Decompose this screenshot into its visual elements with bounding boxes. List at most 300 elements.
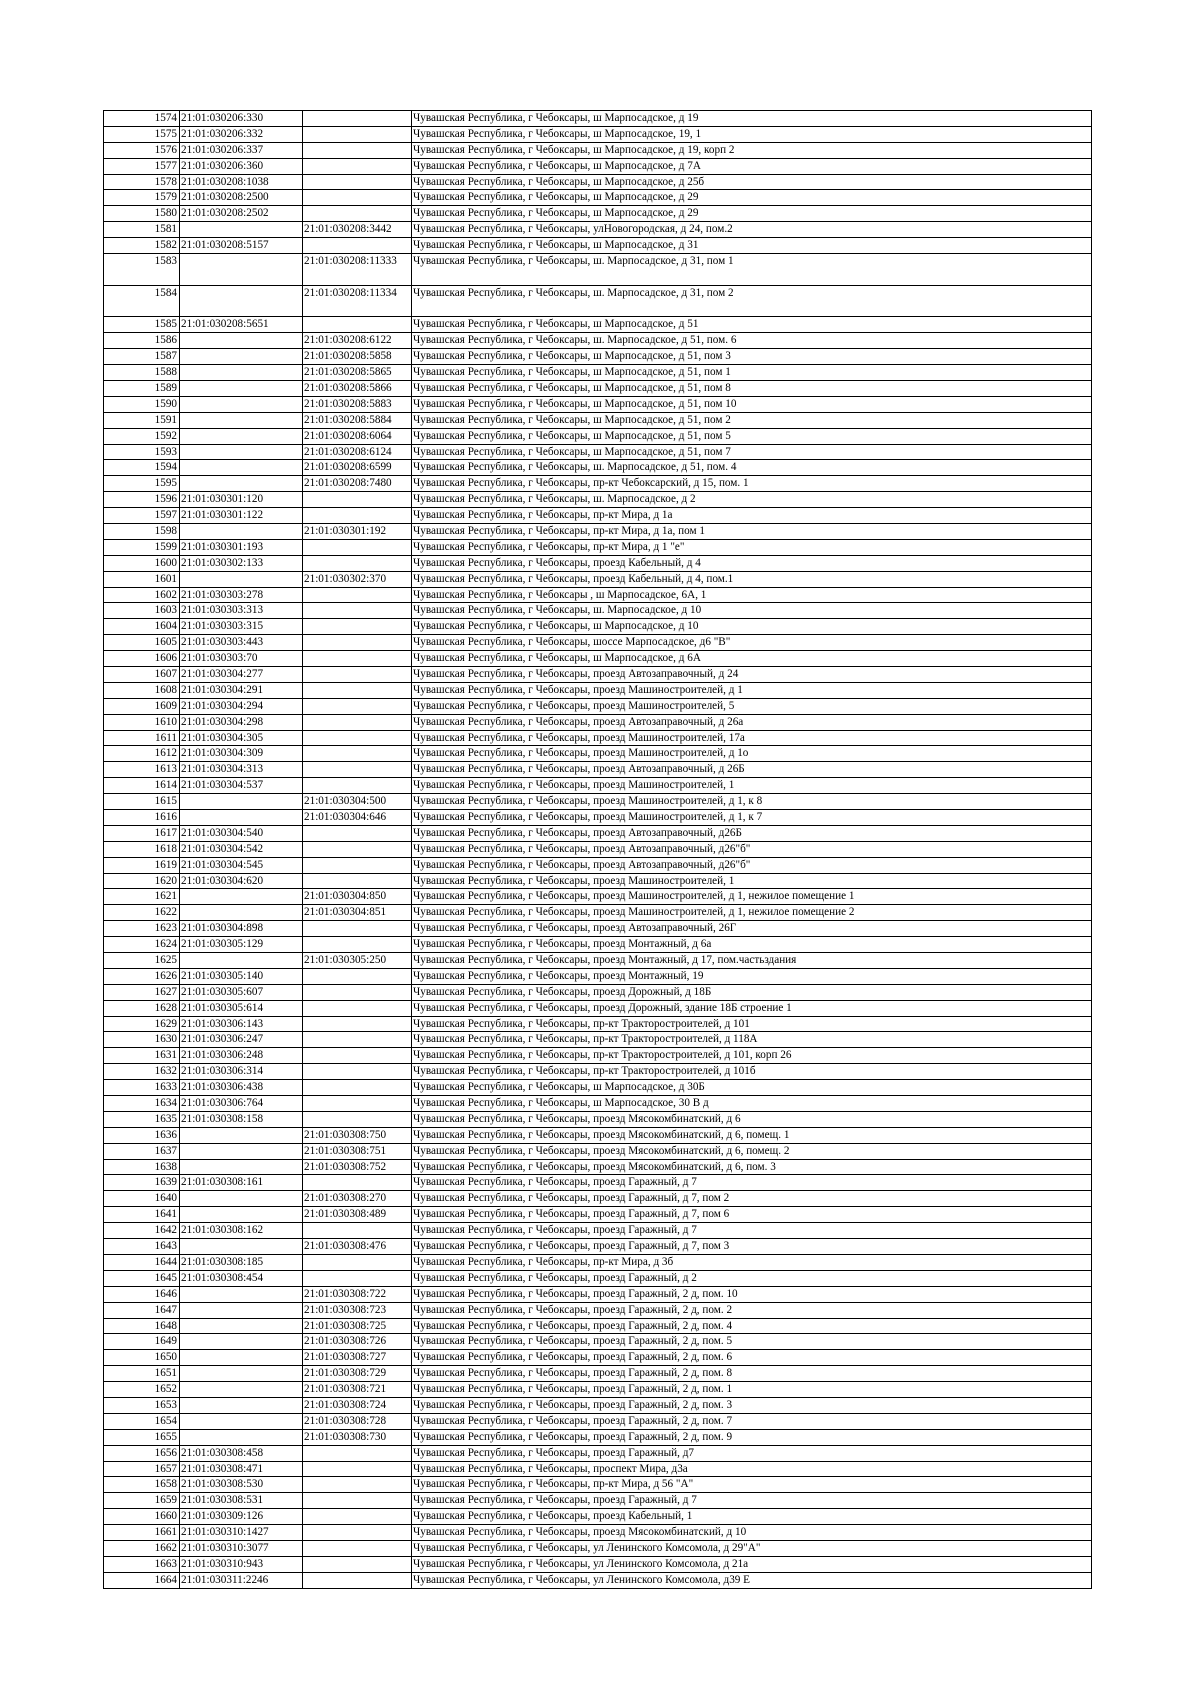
cadastral-number-cell <box>180 1318 303 1334</box>
cadastral-number-cell <box>180 905 303 921</box>
address-cell: Чувашская Республика, г Чебоксары, ш Марпосадское, д 51, пом 2 <box>412 412 1092 428</box>
row-number-cell: 1650 <box>104 1350 180 1366</box>
row-number-cell: 1647 <box>104 1302 180 1318</box>
room-cadastral-number-cell <box>303 1556 412 1572</box>
table-row <box>104 841 1092 857</box>
row-number-cell: 1643 <box>104 1239 180 1255</box>
row-number-cell: 1626 <box>104 968 180 984</box>
room-cadastral-number-cell: 21:01:030308:724 <box>303 1397 412 1413</box>
cadastral-number-cell: 21:01:030304:277 <box>180 666 303 682</box>
table-row <box>104 460 1092 476</box>
table-row <box>104 492 1092 508</box>
cadastral-number-cell <box>180 285 303 317</box>
address-cell: Чувашская Республика, г Чебоксары, ш Марпосадское, д 6А <box>412 651 1092 667</box>
row-number-cell: 1634 <box>104 1096 180 1112</box>
room-cadastral-number-cell <box>303 762 412 778</box>
table-row <box>104 794 1092 810</box>
table-row <box>104 1080 1092 1096</box>
row-number-cell: 1637 <box>104 1143 180 1159</box>
address-cell: Чувашская Республика, г Чебоксары, проезд Гаражный, д 7 <box>412 1223 1092 1239</box>
room-cadastral-number-cell: 21:01:030308:750 <box>303 1127 412 1143</box>
cadastral-number-cell <box>180 1143 303 1159</box>
room-cadastral-number-cell: 21:01:030308:730 <box>303 1429 412 1445</box>
address-cell: Чувашская Республика, г Чебоксары, ш Марпосадское, д 51, пом 1 <box>412 365 1092 381</box>
room-cadastral-number-cell <box>303 174 412 190</box>
row-number-cell: 1648 <box>104 1318 180 1334</box>
room-cadastral-number-cell <box>303 841 412 857</box>
table-row <box>104 1366 1092 1382</box>
cadastral-number-cell <box>180 523 303 539</box>
address-cell: Чувашская Республика, г Чебоксары, пр-кт Мира, д 56 "А" <box>412 1477 1092 1493</box>
cadastral-number-cell: 21:01:030308:531 <box>180 1493 303 1509</box>
cadastral-number-cell: 21:01:030304:291 <box>180 682 303 698</box>
room-cadastral-number-cell <box>303 937 412 953</box>
room-cadastral-number-cell: 21:01:030208:5866 <box>303 380 412 396</box>
row-number-cell: 1629 <box>104 1016 180 1032</box>
row-number-cell: 1606 <box>104 651 180 667</box>
address-cell: Чувашская Республика, г Чебоксары, ш Марпосадское, д 29 <box>412 206 1092 222</box>
room-cadastral-number-cell <box>303 651 412 667</box>
cadastral-number-cell: 21:01:030208:1038 <box>180 174 303 190</box>
table-row <box>104 1334 1092 1350</box>
room-cadastral-number-cell: 21:01:030208:5858 <box>303 349 412 365</box>
address-cell: Чувашская Республика, г Чебоксары, ш. Марпосадское, д 10 <box>412 603 1092 619</box>
room-cadastral-number-cell: 21:01:030308:476 <box>303 1239 412 1255</box>
table-row <box>104 222 1092 238</box>
address-cell: Чувашская Республика, г Чебоксары, проезд Автозаправочный, д26"б" <box>412 857 1092 873</box>
room-cadastral-number-cell <box>303 1223 412 1239</box>
table-row <box>104 1127 1092 1143</box>
cadastral-number-cell: 21:01:030301:122 <box>180 508 303 524</box>
address-cell: Чувашская Республика, г Чебоксары, проезд Кабельный, д 4 <box>412 555 1092 571</box>
cadastral-number-cell: 21:01:030308:530 <box>180 1477 303 1493</box>
table-row <box>104 984 1092 1000</box>
address-cell: Чувашская Республика, г Чебоксары, ш Марпосадское, д 31 <box>412 238 1092 254</box>
row-number-cell: 1585 <box>104 317 180 333</box>
cadastral-number-cell: 21:01:030308:158 <box>180 1111 303 1127</box>
row-number-cell: 1617 <box>104 825 180 841</box>
room-cadastral-number-cell: 21:01:030208:5865 <box>303 365 412 381</box>
room-cadastral-number-cell: 21:01:030208:7480 <box>303 476 412 492</box>
row-number-cell: 1578 <box>104 174 180 190</box>
row-number-cell: 1598 <box>104 523 180 539</box>
address-cell: Чувашская Республика, г Чебоксары, ш Марпосадское, д 51, пом 5 <box>412 428 1092 444</box>
address-cell: Чувашская Республика, г Чебоксары, проезд Гаражный, 2 д, пом. 5 <box>412 1334 1092 1350</box>
room-cadastral-number-cell <box>303 1080 412 1096</box>
cadastral-number-cell <box>180 1366 303 1382</box>
room-cadastral-number-cell: 21:01:030304:851 <box>303 905 412 921</box>
row-number-cell: 1593 <box>104 444 180 460</box>
address-cell: Чувашская Республика, г Чебоксары, проезд Кабельный, 1 <box>412 1509 1092 1525</box>
address-cell: Чувашская Республика, г Чебоксары, ш Марпосадское, 30 В д <box>412 1096 1092 1112</box>
cadastral-number-cell: 21:01:030310:943 <box>180 1556 303 1572</box>
table-row <box>104 1302 1092 1318</box>
row-number-cell: 1640 <box>104 1191 180 1207</box>
room-cadastral-number-cell <box>303 666 412 682</box>
cadastral-number-cell: 21:01:030305:614 <box>180 1000 303 1016</box>
room-cadastral-number-cell <box>303 698 412 714</box>
row-number-cell: 1663 <box>104 1556 180 1572</box>
cadastral-number-cell: 21:01:030301:193 <box>180 539 303 555</box>
room-cadastral-number-cell: 21:01:030308:726 <box>303 1334 412 1350</box>
table-row <box>104 333 1092 349</box>
room-cadastral-number-cell <box>303 206 412 222</box>
cadastral-number-cell: 21:01:030306:314 <box>180 1064 303 1080</box>
row-number-cell: 1600 <box>104 555 180 571</box>
table-row <box>104 1143 1092 1159</box>
room-cadastral-number-cell: 21:01:030304:500 <box>303 794 412 810</box>
address-cell: Чувашская Республика, г Чебоксары, проезд Машиностроителей, 17а <box>412 730 1092 746</box>
room-cadastral-number-cell <box>303 1445 412 1461</box>
cadastral-number-cell: 21:01:030208:5157 <box>180 238 303 254</box>
room-cadastral-number-cell <box>303 1270 412 1286</box>
cadastral-number-cell <box>180 794 303 810</box>
cadastral-number-cell <box>180 349 303 365</box>
room-cadastral-number-cell <box>303 857 412 873</box>
row-number-cell: 1652 <box>104 1382 180 1398</box>
row-number-cell: 1633 <box>104 1080 180 1096</box>
table-row <box>104 682 1092 698</box>
cadastral-number-cell: 21:01:030304:309 <box>180 746 303 762</box>
room-cadastral-number-cell: 21:01:030308:723 <box>303 1302 412 1318</box>
cadastral-number-cell <box>180 444 303 460</box>
table-row <box>104 412 1092 428</box>
cadastral-number-cell <box>180 1429 303 1445</box>
room-cadastral-number-cell <box>303 1461 412 1477</box>
cadastral-number-cell <box>180 1239 303 1255</box>
room-cadastral-number-cell: 21:01:030308:728 <box>303 1413 412 1429</box>
table-row <box>104 476 1092 492</box>
table-row <box>104 380 1092 396</box>
cadastral-number-cell <box>180 412 303 428</box>
address-cell: Чувашская Республика, г Чебоксары, пр-кт Тракторостроителей, д 101, корп 26 <box>412 1048 1092 1064</box>
room-cadastral-number-cell <box>303 1525 412 1541</box>
table-row <box>104 1111 1092 1127</box>
address-cell: Чувашская Республика, г Чебоксары, ш Марпосадское, д 19, корп 2 <box>412 142 1092 158</box>
row-number-cell: 1579 <box>104 190 180 206</box>
cadastral-number-cell: 21:01:030304:313 <box>180 762 303 778</box>
table-row <box>104 730 1092 746</box>
room-cadastral-number-cell <box>303 1477 412 1493</box>
cadastral-number-cell <box>180 571 303 587</box>
address-cell: Чувашская Республика, г Чебоксары, проезд Машиностроителей, д 1, к 7 <box>412 810 1092 826</box>
row-number-cell: 1580 <box>104 206 180 222</box>
table-row <box>104 396 1092 412</box>
room-cadastral-number-cell <box>303 1111 412 1127</box>
address-cell: Чувашская Республика, г Чебоксары, проезд Машиностроителей, д 1, к 8 <box>412 794 1092 810</box>
address-cell: Чувашская Республика, г Чебоксары, ш Марпосадское, д 19 <box>412 111 1092 127</box>
room-cadastral-number-cell <box>303 317 412 333</box>
cadastral-number-cell: 21:01:030306:764 <box>180 1096 303 1112</box>
table-row <box>104 968 1092 984</box>
room-cadastral-number-cell: 21:01:030208:5883 <box>303 396 412 412</box>
address-cell: Чувашская Республика, г Чебоксары, ш Марпосадское, д 51, пом 8 <box>412 380 1092 396</box>
address-cell: Чувашская Республика, г Чебоксары, пр-кт Мира, д 1а, пом 1 <box>412 523 1092 539</box>
row-number-cell: 1583 <box>104 254 180 286</box>
row-number-cell: 1596 <box>104 492 180 508</box>
cadastral-number-cell <box>180 953 303 969</box>
table-row <box>104 1509 1092 1525</box>
cadastral-number-cell: 21:01:030304:545 <box>180 857 303 873</box>
address-cell: Чувашская Республика, г Чебоксары, ул Ленинского Комсомола, д 21а <box>412 1556 1092 1572</box>
cadastral-number-cell <box>180 476 303 492</box>
address-cell: Чувашская Республика, г Чебоксары, улНовогородская, д 24, пом.2 <box>412 222 1092 238</box>
cadastral-number-cell: 21:01:030310:1427 <box>180 1525 303 1541</box>
address-cell: Чувашская Республика, г Чебоксары, ш Марпосадское, 19, 1 <box>412 126 1092 142</box>
room-cadastral-number-cell <box>303 746 412 762</box>
table-row <box>104 889 1092 905</box>
address-cell: Чувашская Республика, г Чебоксары, пр-кт Чебоксарский, д 15, пом. 1 <box>412 476 1092 492</box>
table-row <box>104 587 1092 603</box>
address-cell: Чувашская Республика, г Чебоксары, ш Марпосадское, д 51, пом 3 <box>412 349 1092 365</box>
room-cadastral-number-cell: 21:01:030308:727 <box>303 1350 412 1366</box>
address-cell: Чувашская Республика, г Чебоксары, проезд Автозаправочный, д 26Б <box>412 762 1092 778</box>
table-row <box>104 1350 1092 1366</box>
table-row <box>104 444 1092 460</box>
room-cadastral-number-cell <box>303 539 412 555</box>
row-number-cell: 1602 <box>104 587 180 603</box>
cadastral-number-cell: 21:01:030206:330 <box>180 111 303 127</box>
table-row <box>104 635 1092 651</box>
address-cell: Чувашская Республика, г Чебоксары, проезд Машиностроителей, 5 <box>412 698 1092 714</box>
table-row <box>104 603 1092 619</box>
address-cell: Чувашская Республика, г Чебоксары, проезд Гаражный, 2 д, пом. 9 <box>412 1429 1092 1445</box>
table-row <box>104 539 1092 555</box>
address-cell: Чувашская Республика, г Чебоксары, ш Марпосадское, д 51, пом 7 <box>412 444 1092 460</box>
table-row <box>104 1048 1092 1064</box>
table-row <box>104 714 1092 730</box>
table-row <box>104 1540 1092 1556</box>
row-number-cell: 1607 <box>104 666 180 682</box>
row-number-cell: 1584 <box>104 285 180 317</box>
address-cell: Чувашская Республика, г Чебоксары, проезд Автозаправочный, д 24 <box>412 666 1092 682</box>
address-cell: Чувашская Республика, г Чебоксары, проезд Гаражный, д 7, пом 3 <box>412 1239 1092 1255</box>
row-number-cell: 1599 <box>104 539 180 555</box>
table-row <box>104 1254 1092 1270</box>
row-number-cell: 1616 <box>104 810 180 826</box>
row-number-cell: 1576 <box>104 142 180 158</box>
cadastral-number-cell <box>180 1382 303 1398</box>
cadastral-number-cell: 21:01:030304:898 <box>180 921 303 937</box>
cadastral-number-cell: 21:01:030309:126 <box>180 1509 303 1525</box>
row-number-cell: 1618 <box>104 841 180 857</box>
address-cell: Чувашская Республика, г Чебоксары, проезд Гаражный, 2 д, пом. 4 <box>412 1318 1092 1334</box>
row-number-cell: 1588 <box>104 365 180 381</box>
cadastral-number-cell: 21:01:030206:332 <box>180 126 303 142</box>
room-cadastral-number-cell <box>303 1032 412 1048</box>
address-cell: Чувашская Республика, г Чебоксары, проезд Дорожный, здание 18Б строение 1 <box>412 1000 1092 1016</box>
cadastral-number-cell <box>180 1397 303 1413</box>
room-cadastral-number-cell <box>303 778 412 794</box>
room-cadastral-number-cell <box>303 1175 412 1191</box>
row-number-cell: 1615 <box>104 794 180 810</box>
room-cadastral-number-cell: 21:01:030308:725 <box>303 1318 412 1334</box>
cadastral-number-cell <box>180 380 303 396</box>
address-cell: Чувашская Республика, г Чебоксары, проезд Гаражный, 2 д, пом. 1 <box>412 1382 1092 1398</box>
table-row <box>104 254 1092 286</box>
address-cell: Чувашская Республика, г Чебоксары, проезд Гаражный, д 7, пом 2 <box>412 1191 1092 1207</box>
room-cadastral-number-cell: 21:01:030308:722 <box>303 1286 412 1302</box>
cadastral-number-cell: 21:01:030305:129 <box>180 937 303 953</box>
room-cadastral-number-cell: 21:01:030208:11334 <box>303 285 412 317</box>
table-row <box>104 1286 1092 1302</box>
table-row <box>104 873 1092 889</box>
cadastral-number-cell: 21:01:030308:458 <box>180 1445 303 1461</box>
cadastral-number-cell: 21:01:030308:185 <box>180 1254 303 1270</box>
row-number-cell: 1582 <box>104 238 180 254</box>
row-number-cell: 1609 <box>104 698 180 714</box>
room-cadastral-number-cell: 21:01:030208:6064 <box>303 428 412 444</box>
row-number-cell: 1662 <box>104 1540 180 1556</box>
row-number-cell: 1624 <box>104 937 180 953</box>
room-cadastral-number-cell <box>303 1572 412 1588</box>
room-cadastral-number-cell: 21:01:030308:751 <box>303 1143 412 1159</box>
table-row <box>104 365 1092 381</box>
address-cell: Чувашская Республика, г Чебоксары, проезд Кабельный, д 4, пом.1 <box>412 571 1092 587</box>
row-number-cell: 1635 <box>104 1111 180 1127</box>
table-row <box>104 1159 1092 1175</box>
row-number-cell: 1641 <box>104 1207 180 1223</box>
table-row <box>104 1239 1092 1255</box>
row-number-cell: 1601 <box>104 571 180 587</box>
cadastral-number-cell: 21:01:030308:161 <box>180 1175 303 1191</box>
cadastral-number-cell: 21:01:030310:3077 <box>180 1540 303 1556</box>
room-cadastral-number-cell: 21:01:030208:6599 <box>303 460 412 476</box>
room-cadastral-number-cell: 21:01:030308:721 <box>303 1382 412 1398</box>
table-row <box>104 762 1092 778</box>
cadastral-number-cell <box>180 1127 303 1143</box>
row-number-cell: 1597 <box>104 508 180 524</box>
cadastral-number-cell: 21:01:030206:337 <box>180 142 303 158</box>
address-cell: Чувашская Республика, г Чебоксары, проезд Мясокомбинатский, д 6, помещ. 1 <box>412 1127 1092 1143</box>
address-cell: Чувашская Республика, г Чебоксары, проезд Гаражный, 2 д, пом. 10 <box>412 1286 1092 1302</box>
table-row <box>104 1096 1092 1112</box>
room-cadastral-number-cell <box>303 682 412 698</box>
room-cadastral-number-cell <box>303 873 412 889</box>
row-number-cell: 1619 <box>104 857 180 873</box>
row-number-cell: 1625 <box>104 953 180 969</box>
property-registry-table <box>103 110 1092 1589</box>
room-cadastral-number-cell <box>303 555 412 571</box>
address-cell: Чувашская Республика, г Чебоксары, ш Марпосадское, д 30Б <box>412 1080 1092 1096</box>
row-number-cell: 1638 <box>104 1159 180 1175</box>
table-row <box>104 571 1092 587</box>
row-number-cell: 1664 <box>104 1572 180 1588</box>
address-cell: Чувашская Республика, г Чебоксары, шоссе Марпосадское, д6 "В" <box>412 635 1092 651</box>
address-cell: Чувашская Республика, г Чебоксары, пр-кт Тракторостроителей, д 101 <box>412 1016 1092 1032</box>
cadastral-number-cell <box>180 810 303 826</box>
table-row <box>104 111 1092 127</box>
cadastral-number-cell <box>180 1302 303 1318</box>
row-number-cell: 1611 <box>104 730 180 746</box>
table-row <box>104 126 1092 142</box>
row-number-cell: 1654 <box>104 1413 180 1429</box>
room-cadastral-number-cell <box>303 1000 412 1016</box>
row-number-cell: 1591 <box>104 412 180 428</box>
table-row <box>104 206 1092 222</box>
cadastral-number-cell: 21:01:030304:540 <box>180 825 303 841</box>
row-number-cell: 1622 <box>104 905 180 921</box>
room-cadastral-number-cell <box>303 603 412 619</box>
table-row <box>104 1318 1092 1334</box>
row-number-cell: 1621 <box>104 889 180 905</box>
address-cell: Чувашская Республика, г Чебоксары, проезд Мясокомбинатский, д 10 <box>412 1525 1092 1541</box>
row-number-cell: 1653 <box>104 1397 180 1413</box>
row-number-cell: 1608 <box>104 682 180 698</box>
cadastral-number-cell <box>180 333 303 349</box>
cadastral-number-cell: 21:01:030303:70 <box>180 651 303 667</box>
room-cadastral-number-cell <box>303 1064 412 1080</box>
cadastral-number-cell: 21:01:030302:133 <box>180 555 303 571</box>
row-number-cell: 1614 <box>104 778 180 794</box>
row-number-cell: 1595 <box>104 476 180 492</box>
room-cadastral-number-cell <box>303 730 412 746</box>
table-row <box>104 1477 1092 1493</box>
address-cell: Чувашская Республика, г Чебоксары, проезд Мясокомбинатский, д 6 <box>412 1111 1092 1127</box>
row-number-cell: 1603 <box>104 603 180 619</box>
room-cadastral-number-cell <box>303 619 412 635</box>
table-row <box>104 1525 1092 1541</box>
room-cadastral-number-cell <box>303 1048 412 1064</box>
table-row <box>104 142 1092 158</box>
address-cell: Чувашская Республика, г Чебоксары, пр-кт Мира, д 1 "е" <box>412 539 1092 555</box>
table-row <box>104 857 1092 873</box>
address-cell: Чувашская Республика, г Чебоксары, ул Ленинского Комсомола, д39 Е <box>412 1572 1092 1588</box>
cadastral-number-cell <box>180 460 303 476</box>
row-number-cell: 1636 <box>104 1127 180 1143</box>
table-row <box>104 285 1092 317</box>
address-cell: Чувашская Республика, г Чебоксары, проезд Гаражный, д7 <box>412 1445 1092 1461</box>
row-number-cell: 1649 <box>104 1334 180 1350</box>
cadastral-number-cell <box>180 254 303 286</box>
room-cadastral-number-cell <box>303 635 412 651</box>
room-cadastral-number-cell <box>303 1493 412 1509</box>
row-number-cell: 1620 <box>104 873 180 889</box>
row-number-cell: 1587 <box>104 349 180 365</box>
table-row <box>104 317 1092 333</box>
table-row <box>104 1413 1092 1429</box>
cadastral-number-cell <box>180 1413 303 1429</box>
row-number-cell: 1605 <box>104 635 180 651</box>
address-cell: Чувашская Республика, г Чебоксары, ш Марпосадское, д 51 <box>412 317 1092 333</box>
address-cell: Чувашская Республика, г Чебоксары, ш. Марпосадское, д 31, пом 1 <box>412 254 1092 286</box>
room-cadastral-number-cell <box>303 825 412 841</box>
address-cell: Чувашская Республика, г Чебоксары, проезд Машиностроителей, д 1, нежилое помещение 2 <box>412 905 1092 921</box>
cadastral-number-cell <box>180 365 303 381</box>
address-cell: Чувашская Республика, г Чебоксары, ш Марпосадское, д 25б <box>412 174 1092 190</box>
room-cadastral-number-cell <box>303 190 412 206</box>
row-number-cell: 1575 <box>104 126 180 142</box>
cadastral-number-cell: 21:01:030304:305 <box>180 730 303 746</box>
row-number-cell: 1646 <box>104 1286 180 1302</box>
table-row <box>104 1270 1092 1286</box>
row-number-cell: 1577 <box>104 158 180 174</box>
cadastral-number-cell: 21:01:030306:438 <box>180 1080 303 1096</box>
table-row <box>104 698 1092 714</box>
table-row <box>104 1032 1092 1048</box>
cadastral-number-cell: 21:01:030305:607 <box>180 984 303 1000</box>
room-cadastral-number-cell <box>303 921 412 937</box>
table-row <box>104 174 1092 190</box>
row-number-cell: 1574 <box>104 111 180 127</box>
table-row <box>104 666 1092 682</box>
row-number-cell: 1630 <box>104 1032 180 1048</box>
table-row <box>104 1016 1092 1032</box>
row-number-cell: 1655 <box>104 1429 180 1445</box>
row-number-cell: 1623 <box>104 921 180 937</box>
room-cadastral-number-cell <box>303 984 412 1000</box>
table-row <box>104 1445 1092 1461</box>
